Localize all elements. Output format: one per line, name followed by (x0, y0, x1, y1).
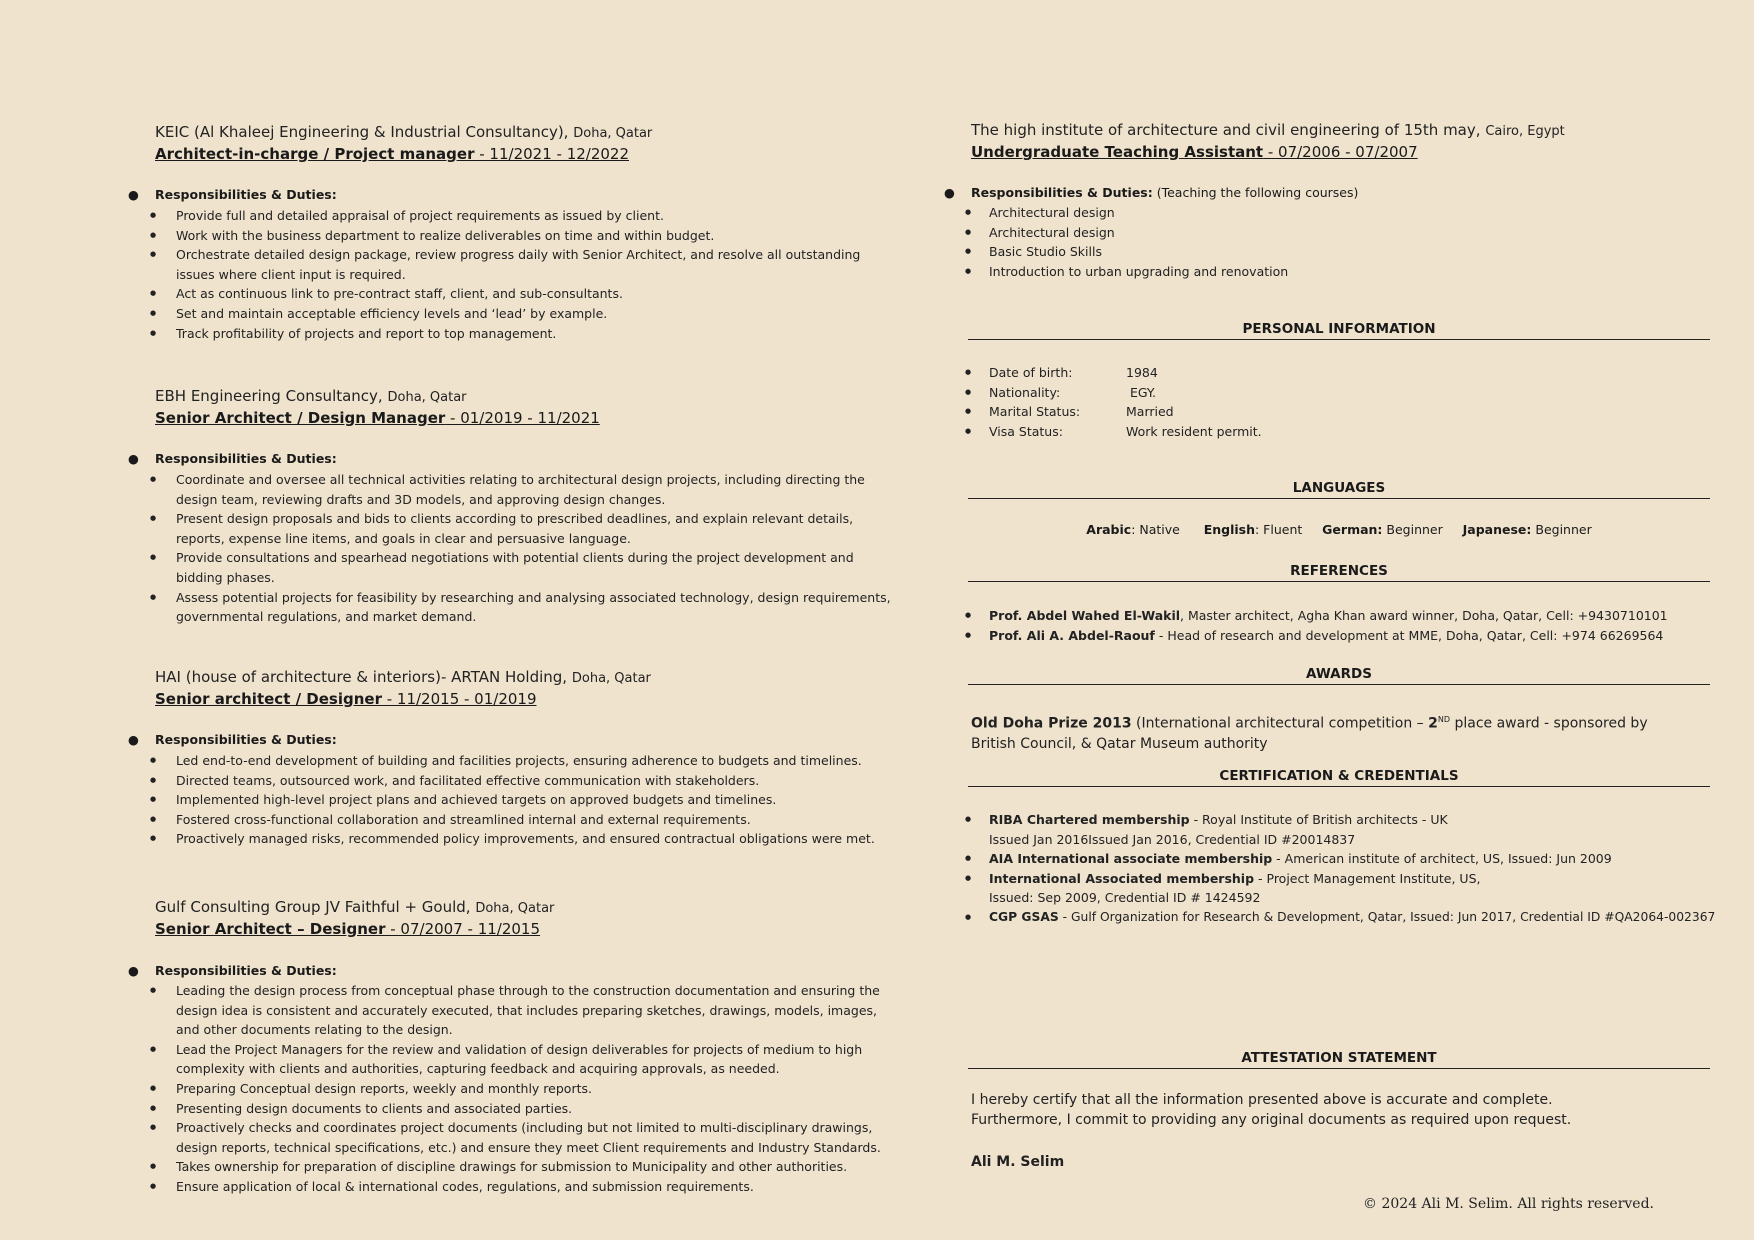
certifications-list (965, 810, 1725, 928)
list-item: ● Ensure application of local & international codes, regulations, and submission requirements. (148, 1177, 898, 1197)
languages-heading: LANGUAGES (968, 480, 1710, 499)
list-item: ● International Associated membership - Project Management Institute, US, Issued: Sep 2009, Credential ID # 1424592 (965, 869, 1725, 908)
list-item: ● RIBA Chartered membership - Royal Institute of British architects - UK Issued Jan 2016Issued Jan 2016, Credential ID #20014837 (965, 810, 1725, 849)
duties-list (148, 981, 898, 1197)
list-item: ● Visa Status: Work resident permit. (965, 422, 1709, 442)
duties-list (148, 206, 898, 343)
list-item: ● Track profitability of projects and report to top management. (148, 324, 898, 344)
list-item: ● Implemented high-level project plans and achieved targets on approved budgets and timelines. (148, 790, 898, 810)
courses-list (965, 203, 1709, 281)
list-item: ● Orchestrate detailed design package, review progress daily with Senior Architect, and resolve all outstanding issues where client input is required. (148, 245, 898, 284)
attestation-line: I hereby certify that all the information presented above is accurate and complete. (971, 1092, 1553, 1108)
personal-info-heading: PERSONAL INFORMATION (968, 321, 1710, 340)
list-item: ● Act as continuous link to pre-contract staff, client, and sub-consultants. (148, 284, 898, 304)
company-name: KEIC (Al Khaleej Engineering & Industrial Consultancy), Doha, Qatar (155, 123, 653, 141)
awards-heading: AWARDS (968, 666, 1710, 685)
job-role: Senior architect / Designer - 11/2015 - 01/2019 (155, 690, 537, 708)
list-item: ● AIA International associate membership - American institute of architect, US, Issued: Jun 2009 (965, 849, 1725, 869)
list-item: ● Architectural design (965, 203, 1709, 223)
languages-line: Arabic: Native English: Fluent German: Beginner Japanese: Beginner (1086, 522, 1592, 537)
list-item: ● Provide full and detailed appraisal of project requirements as issued by client. (148, 206, 898, 226)
duties-list (148, 470, 898, 627)
references-list (965, 606, 1725, 645)
attestation-text (971, 1090, 1711, 1130)
company-name: HAI (house of architecture & interiors)- ARTAN Holding, Doha, Qatar (155, 668, 651, 686)
list-item: ● Presenting design documents to clients and associated parties. (148, 1099, 898, 1119)
list-item: ● Present design proposals and bids to clients according to prescribed deadlines, and explain relevant details, reports, expense line items, and goals in clear and persuasive language. (148, 509, 898, 548)
teaching-role: Undergraduate Teaching Assistant - 07/2006 - 07/2007 (971, 143, 1418, 161)
job-role: Architect-in-charge / Project manager - 11/2021 - 12/2022 (155, 145, 630, 163)
list-item: ● CGP GSAS - Gulf Organization for Research & Development, Qatar, Issued: Jun 2017, Credential ID #QA2064-002367 (965, 908, 1725, 928)
list-item: ● Basic Studio Skills (965, 242, 1709, 262)
list-item: ● Work with the business department to realize deliverables on time and within budget. (148, 226, 898, 246)
duties-list (148, 751, 898, 849)
company-name: EBH Engineering Consultancy, Doha, Qatar (155, 387, 467, 405)
list-item: ● Takes ownership for preparation of discipline drawings for submission to Municipality and other authorities. (148, 1157, 898, 1177)
list-item: ● Proactively managed risks, recommended policy improvements, and ensured contractual obligations were met. (148, 829, 898, 849)
list-item: ● Fostered cross-functional collaboration and streamlined internal and external requirements. (148, 810, 898, 830)
list-item: ● Assess potential projects for feasibility by researching and analysing associated technology, design requirements, governmental regulations, and market demand. (148, 588, 898, 627)
references-heading: REFERENCES (968, 563, 1710, 582)
list-item: ● Coordinate and oversee all technical activities relating to architectural design projects, including directing the design team, reviewing drafts and 3D models, and approving design changes. (148, 470, 898, 509)
certifications-heading: CERTIFICATION & CREDENTIALS (968, 768, 1710, 787)
list-item: ● Preparing Conceptual design reports, weekly and monthly reports. (148, 1079, 898, 1099)
list-item: ● Architectural design (965, 223, 1709, 243)
list-item: ● Lead the Project Managers for the review and validation of design deliverables for projects of medium to high complexity with clients and authorities, capturing feedback and acquiring approvals, as needed. (148, 1040, 898, 1079)
list-item: ● Proactively checks and coordinates project documents (including but not limited to multi-disciplinary drawings, design reports, technical specifications, etc.) and ensure they meet Client requirements and Industry Standards. (148, 1118, 898, 1157)
company-name: Gulf Consulting Group JV Faithful + Gould, Doha, Qatar (155, 898, 555, 916)
personal-info-list (965, 363, 1709, 441)
institute-name: The high institute of architecture and civil engineering of 15th may, Cairo, Egypt (971, 121, 1565, 139)
list-item: ● Date of birth: 1984 (965, 363, 1709, 383)
list-item: ● Marital Status: Married (965, 402, 1709, 422)
job-role: Senior Architect – Designer - 07/2007 - 11/2015 (155, 920, 541, 938)
list-item: ● Led end-to-end development of building and facilities projects, ensuring adherence to budgets and timelines. (148, 751, 898, 771)
list-item: ● Nationality: EGY. (965, 383, 1709, 403)
job-role: Senior Architect / Design Manager - 01/2019 - 11/2021 (155, 409, 600, 427)
list-item: ● Prof. Ali A. Abdel-Raouf - Head of research and development at MME, Doha, Qatar, Cell: +974 66269564 (965, 626, 1725, 646)
list-item: ● Leading the design process from conceptual phase through to the construction documentation and ensuring the design idea is consistent and accurately executed, that includes preparing sketches, drawings, models, images, and other documents relating to the design. (148, 981, 898, 1040)
attestation-heading: ATTESTATION STATEMENT (968, 1050, 1710, 1069)
copyright-notice: © 2024 Ali M. Selim. All rights reserved. (1363, 1196, 1654, 1212)
list-item: ● Directed teams, outsourced work, and facilitated effective communication with stakeholders. (148, 771, 898, 791)
attestation-line: Furthermore, I commit to providing any original documents as required upon request. (971, 1112, 1572, 1128)
award-text: Old Doha Prize 2013 (International architectural competition – 2ND place award - sponsored by British Council, & Qatar Museum authority (971, 715, 1648, 752)
list-item: ● Set and maintain acceptable efficiency levels and ‘lead’ by example. (148, 304, 898, 324)
signature-name: Ali M. Selim (971, 1154, 1065, 1170)
list-item: ● Introduction to urban upgrading and renovation (965, 262, 1709, 282)
list-item: ● Prof. Abdel Wahed El-Wakil, Master architect, Agha Khan award winner, Doha, Qatar, Cell: +9430710101 (965, 606, 1725, 626)
list-item: ● Provide consultations and spearhead negotiations with potential clients during the project development and bidding phases. (148, 548, 898, 587)
